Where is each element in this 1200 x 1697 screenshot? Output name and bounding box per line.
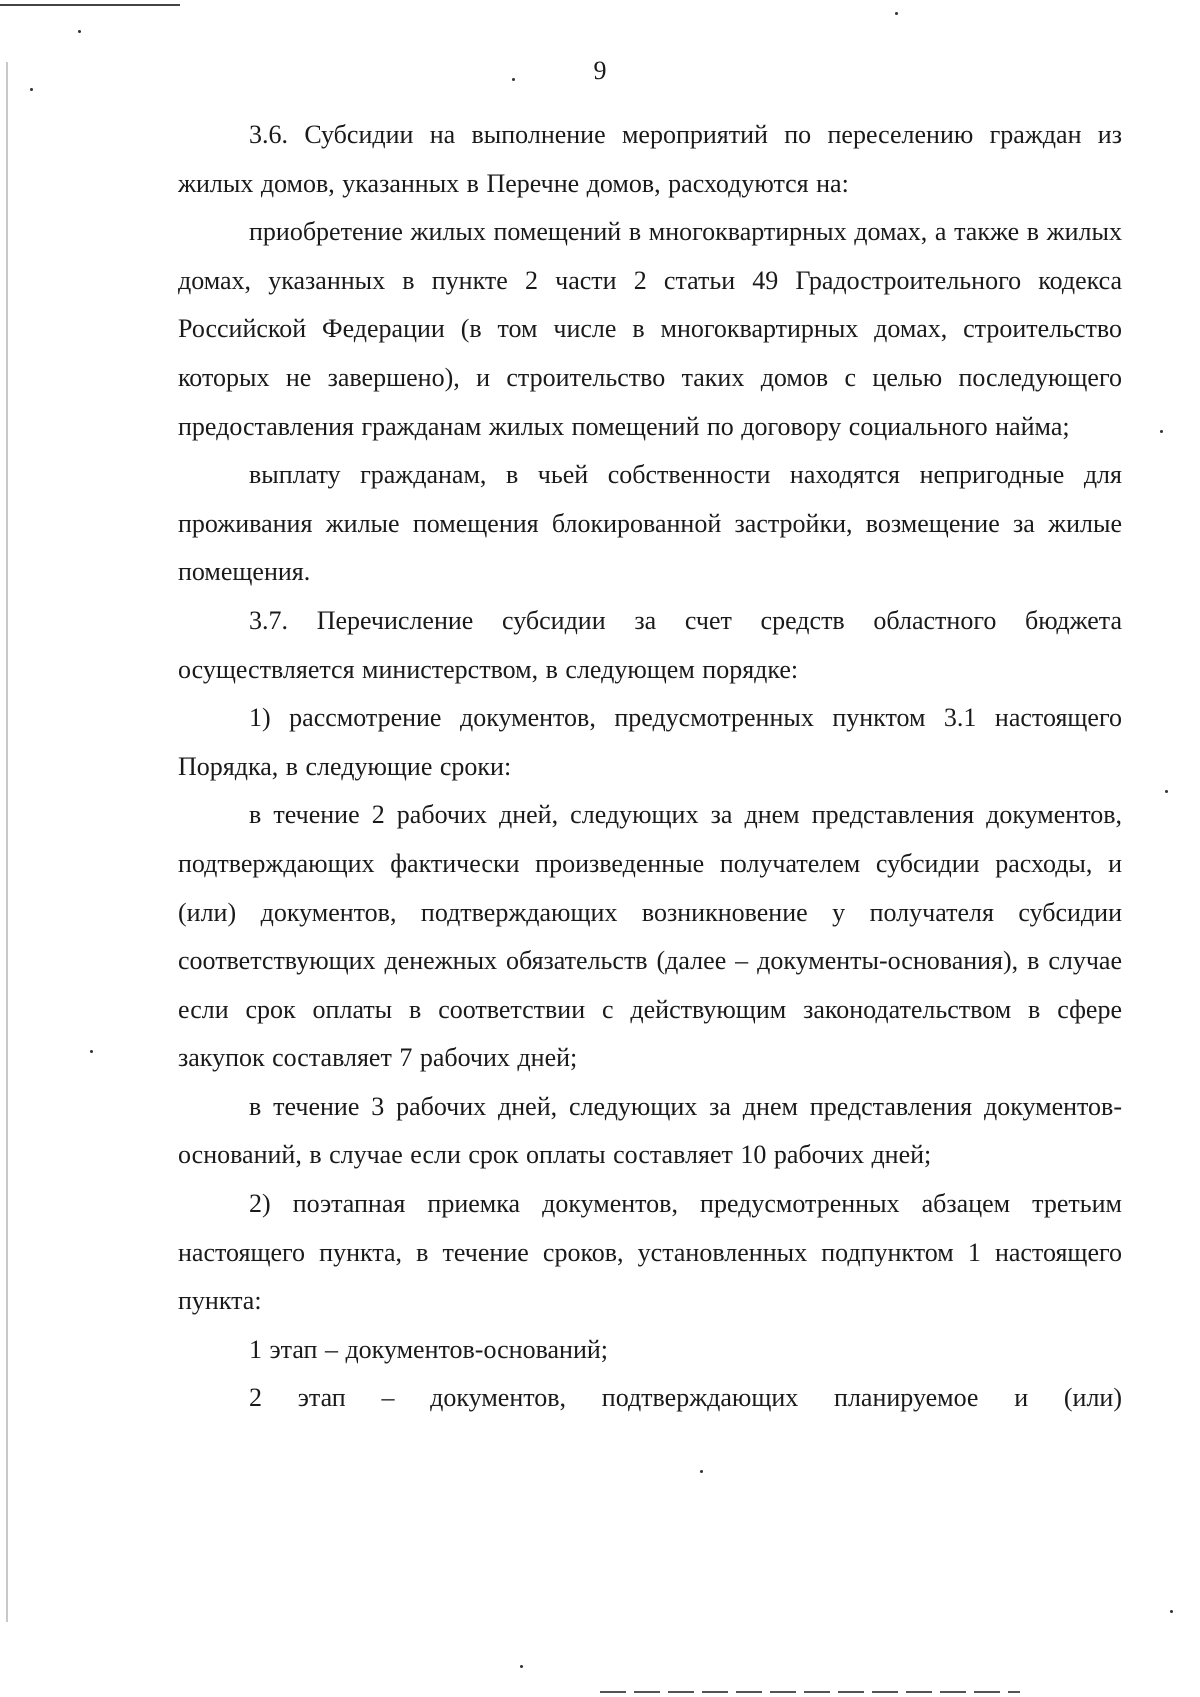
scan-speck bbox=[895, 12, 898, 15]
paragraph: 2) поэтапная приемка документов, предусмотренных абзацем третьим настоящего пункта, в течение сроков, установленных подпунктом 1 настоящего пункта: bbox=[178, 1189, 1122, 1316]
scan-speck bbox=[1160, 430, 1163, 433]
scan-speck bbox=[700, 1470, 703, 1473]
scan-speck bbox=[90, 1050, 93, 1053]
paragraph: 3.6. Субсидии на выполнение мероприятий по переселению граждан из жилых домов, указанных в Перечне домов, расходуются на: bbox=[178, 120, 1122, 198]
scan-edge-line bbox=[600, 1691, 1020, 1693]
paragraph: в течение 3 рабочих дней, следующих за днем представления документов-оснований, в случае если срок оплаты составляет 10 рабочих дней; bbox=[178, 1091, 1122, 1170]
scan-speck bbox=[1170, 1610, 1173, 1613]
paragraph: 1) рассмотрение документов, предусмотренных пунктом 3.1 настоящего Порядка, в следующие сроки: bbox=[178, 703, 1122, 781]
scan-edge-line bbox=[0, 4, 180, 6]
paragraph: приобретение жилых помещений в многоквартирных домах, а также в жилых домах, указанных в пункте 2 части 2 статьи 49 Градостроительного кодекса Российской Федерации (в том числе в многоквартирных домах, строительство которых не завершено), и строительство таких домов с целью последующего предоставления гражданам жилых помещений по договору социального найма; bbox=[178, 217, 1122, 441]
scan-edge-line bbox=[6, 62, 8, 1622]
scan-speck bbox=[1165, 790, 1168, 793]
paragraph: в течение 2 рабочих дней, следующих за днем представления документов, подтверждающих фактически произведенные получателем субсидии расходы, и (или) документов, подтверждающих возникновение у получателя субсидии соответствующих денежных обязательств (далее – документы-основания), в случае если срок оплаты в соответствии с действующим законодательством в сфере закупок составляет 7 рабочих дней; bbox=[178, 800, 1122, 1073]
scan-speck bbox=[30, 88, 33, 91]
paragraph: 1 этап – документов-оснований; bbox=[249, 1334, 609, 1364]
paragraph: 2 этап – документов, подтверждающих планируемое и (или) bbox=[249, 1383, 1122, 1413]
scan-speck bbox=[78, 30, 81, 33]
paragraph: выплату гражданам, в чьей собственности находятся непригодные для проживания жилые помещения блокированной застройки, возмещение за жилые помещения. bbox=[178, 460, 1122, 587]
document-body bbox=[178, 111, 1122, 1423]
paragraph: 3.7. Перечисление субсидии за счет средств областного бюджета осуществляется министерством, в следующем порядке: bbox=[178, 605, 1122, 684]
page-number: 9 bbox=[593, 56, 607, 85]
scan-speck bbox=[520, 1665, 523, 1668]
